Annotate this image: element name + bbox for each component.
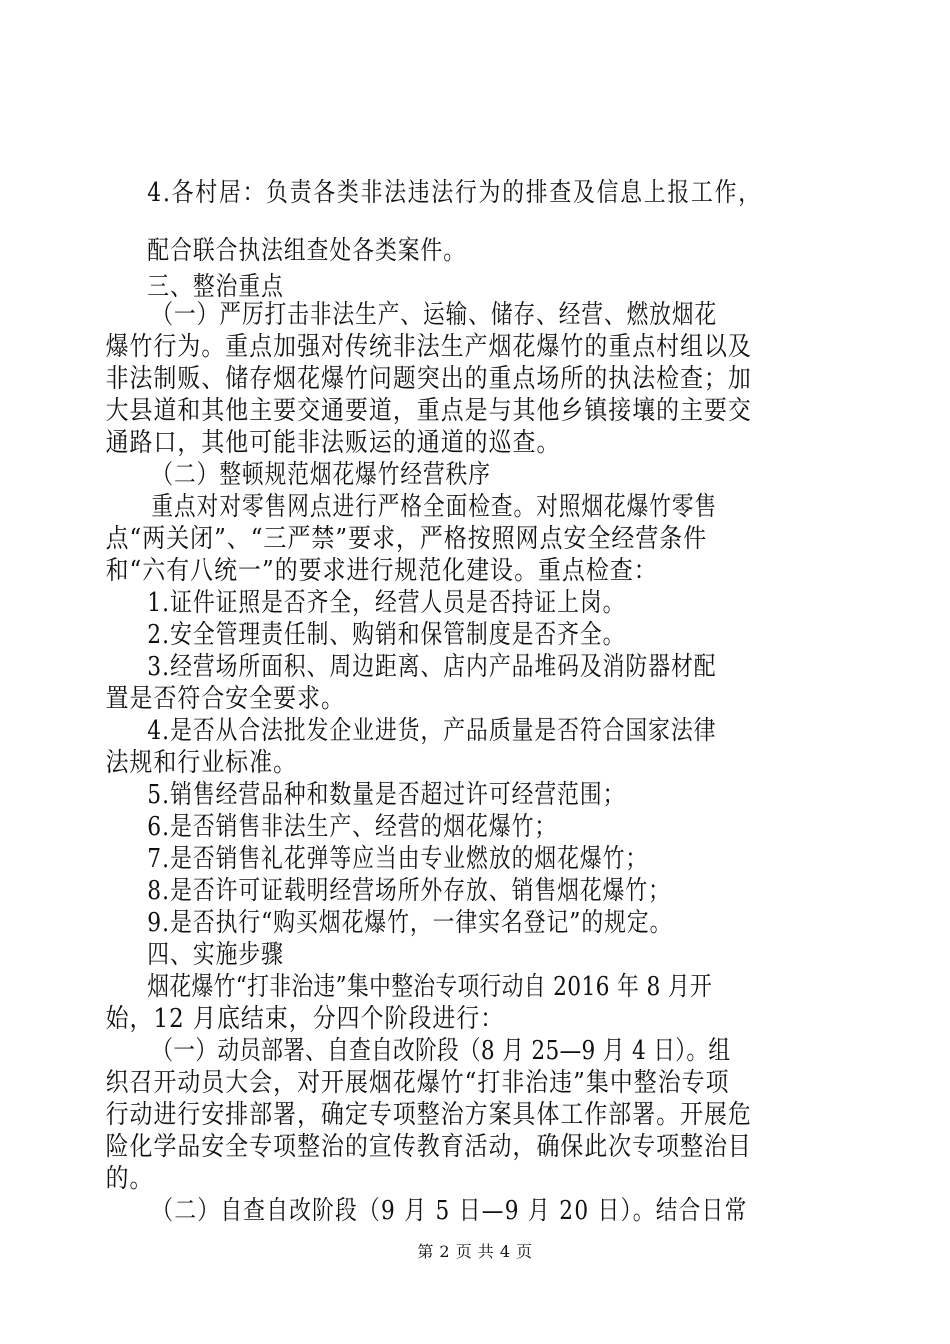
list-item: 6.是否销售非法生产、经营的烟花爆竹；: [147, 812, 558, 842]
list-item: 5.销售经营品种和数量是否超过许可经营范围；: [147, 780, 626, 810]
list-item: 8.是否许可证载明经营场所外存放、销售烟花爆竹；: [147, 876, 671, 906]
subsection-heading: （一）动员部署、自查自改阶段（8 月 25—9 月 4 日）。组: [151, 1036, 731, 1066]
list-item: 1.证件证照是否齐全，经营人员是否持证上岗。: [147, 588, 626, 618]
text-line: 4.各村居：负责各类非法违法行为的排查及信息上报工作，: [147, 178, 762, 208]
text-line: 烟花爆竹“打非治违”集中整治专项行动自 2016 年 8 月开: [147, 972, 713, 1002]
text-line: 通路口，其他可能非法贩运的通道的巡查。: [105, 428, 561, 458]
text-line: 非法制贩、储存烟花爆竹问题突出的重点场所的执法检查；加: [105, 364, 752, 394]
list-item: 9.是否执行“购买烟花爆竹，一律实名登记”的规定。: [147, 908, 673, 938]
subsection-heading: （二）整顿规范烟花爆竹经营秩序: [151, 460, 491, 490]
list-item: 3.经营场所面积、周边距离、店内产品堆码及消防器材配: [147, 652, 717, 682]
list-item: 2.安全管理责任制、购销和保管制度是否齐全。: [147, 620, 626, 650]
text-line: 爆竹行为。重点加强对传统非法生产烟花爆竹的重点村组以及: [105, 332, 752, 362]
text-line: 和“六有八统一”的要求进行规范化建设。重点检查：: [105, 556, 658, 586]
text-line: 置是否符合安全要求。: [105, 684, 345, 714]
text-line: 法规和行业标准。: [105, 748, 298, 778]
subsection-heading: （二）自查自改阶段（9 月 5 日—9 月 20 日）。结合日常: [151, 1196, 748, 1226]
text-line: 大县道和其他主要交通要道，重点是与其他乡镇接壤的主要交: [105, 396, 752, 426]
text-line: 的。: [105, 1164, 154, 1194]
list-item: 7.是否销售礼花弹等应当由专业燃放的烟花爆竹；: [147, 844, 649, 874]
text-line: 行动进行安排部署，确定专项整治方案具体工作部署。开展危: [105, 1100, 752, 1130]
text-line: 始，12 月底结束，分四个阶段进行：: [105, 1004, 505, 1034]
subsection-heading: （一）严厉打击非法生产、运输、储存、经营、燃放烟花: [151, 300, 718, 330]
list-item: 4.是否从合法批发企业进货，产品质量是否符合国家法律: [147, 716, 717, 746]
page-number: 第 2 页 共 4 页: [417, 1242, 533, 1261]
text-line: 织召开动员大会，对开展烟花爆竹“打非治违”集中整治专项: [105, 1068, 730, 1098]
text-line: 点“两关闭”、“三严禁”要求，严格按照网点安全经营条件: [105, 524, 708, 554]
text-line: 重点对对零售网点进行严格全面检查。对照烟花爆竹零售: [151, 492, 718, 522]
text-line: 险化学品安全专项整治的宣传教育活动，确保此次专项整治目: [105, 1132, 752, 1162]
section-heading: 三、整治重点: [147, 272, 284, 302]
text-line: 配合联合执法组查处各类案件。: [147, 236, 467, 266]
section-heading: 四、实施步骤: [147, 940, 284, 970]
